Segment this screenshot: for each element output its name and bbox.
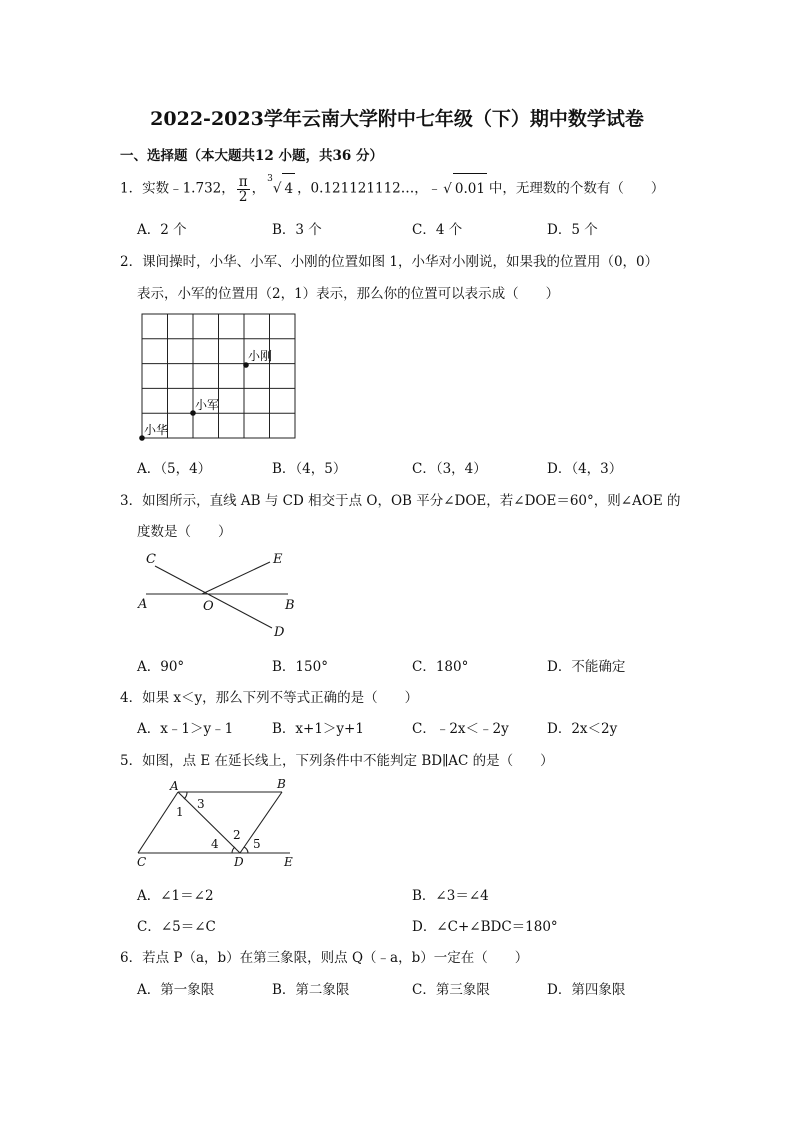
q5-text: 如图，点 E 在延长线上，下列条件中不能判定 BD∥AC 的是（ ） (142, 753, 554, 769)
q6-option-a: A．第一象限 (137, 982, 215, 998)
q1-negative-sign: ﹣ (427, 180, 442, 197)
q6-number: 6． (120, 950, 143, 966)
q5-option-d: D．∠C+∠BDC＝180° (412, 919, 558, 935)
angle-label-5: 5 (253, 837, 261, 851)
q4-number: 4． (120, 690, 143, 706)
angle-label-3: 3 (197, 797, 205, 811)
point-label-d: D (274, 625, 285, 640)
point-label-a: A (170, 779, 179, 793)
q2-option-b: B．（4，5） (272, 461, 347, 477)
angle-label-4: 4 (211, 837, 219, 851)
point-label-o: O (203, 599, 214, 614)
point-label-e: E (284, 855, 293, 869)
q6-text: 若点 P（a，b）在第三象限，则点 Q（﹣a，b）一定在（ ） (142, 950, 529, 966)
q1-option-b: B．3 个 (272, 222, 322, 238)
q4-option-d: D．2x＜2y (547, 721, 618, 737)
point-label-a: A (138, 597, 148, 612)
q6-option-c: C．第三象限 (412, 982, 490, 998)
square-root-radicand: 0.01 (453, 173, 487, 204)
q4-text: 如果 x＜y，那么下列不等式正确的是（ ） (142, 690, 419, 706)
q3-option-c: C．180° (412, 659, 469, 675)
q2-text-1: 课间操时，小华、小军、小刚的位置如图 1，小华对小刚说，如果我的位置用（0，0） (142, 254, 659, 270)
label-xiaohua: 小华 (144, 423, 169, 437)
q3-option-b: B．150° (272, 659, 328, 675)
point-label-e: E (273, 552, 283, 567)
root-index: 3 (267, 174, 273, 184)
q2-option-a: A．（5，4） (137, 461, 212, 477)
q1-number: 1． (120, 180, 143, 197)
q5-number: 5． (120, 753, 143, 769)
point-label-c: C (137, 855, 147, 869)
q1-option-d: D．5 个 (547, 222, 598, 238)
point-label-c: C (146, 552, 156, 567)
q2-text-2: 表示，小军的位置用（2，1）表示，那么你的位置可以表示成（ ） (137, 286, 560, 302)
angle-label-1: 1 (176, 805, 184, 819)
q2-number: 2． (120, 254, 143, 270)
q3-number: 3． (120, 493, 143, 509)
fraction-denominator: 2 (238, 188, 248, 205)
q6-option-b: B．第二象限 (272, 982, 350, 998)
q5-option-b: B．∠3＝∠4 (412, 888, 489, 904)
q6-option-d: D．第四象限 (547, 982, 626, 998)
cube-root-expression: $^3$√ 4 (267, 170, 295, 204)
q1-option-c: C．4 个 (412, 222, 463, 238)
q2-option-c: C．（3，4） (412, 461, 487, 477)
q1-separator: ， (251, 180, 266, 197)
q4-option-c: C．﹣2x＜﹣2y (412, 721, 509, 737)
square-root-expression: √ 0.01 (443, 173, 487, 204)
q3-text-2: 度数是（ ） (137, 524, 232, 540)
cube-root-radicand: 4 (282, 173, 295, 204)
q1-option-a: A．2 个 (137, 222, 187, 238)
point-label-b: B (285, 598, 295, 613)
question-6 (120, 946, 528, 966)
q5-option-c: C．∠5＝∠C (137, 919, 216, 935)
angle-label-2: 2 (233, 828, 241, 842)
q1-prefix: 实数﹣1.732， (142, 180, 235, 197)
q5-option-a: A．∠1＝∠2 (137, 888, 214, 904)
label-xiaojun: 小军 (195, 398, 220, 412)
point-label-d: D (234, 855, 244, 869)
label-xiaogang: 小刚 (248, 349, 273, 363)
q3-text-1: 如图所示，直线 AB 与 CD 相交于点 O，OB 平分∠DOE，若∠DOE＝60°，则∠AOE 的 (142, 493, 681, 509)
exam-title: 2022-2023学年云南大学附中七年级（下）期中数学试卷 (150, 108, 644, 130)
section-heading: 一、选择题（本大题共12 小题，共36 分） (120, 148, 383, 164)
q1-middle: ，0.121121112…， (297, 180, 428, 197)
q3-option-d: D．不能确定 (547, 659, 626, 675)
q4-option-b: B．x+1＞y+1 (272, 721, 364, 737)
q4-option-a: A．x﹣1＞y﹣1 (137, 721, 234, 737)
q1-suffix: 中，无理数的个数有（ ） (488, 180, 665, 197)
point-label-b: B (277, 777, 286, 791)
fraction-numerator: π (238, 173, 248, 190)
q3-option-a: A．90° (137, 659, 185, 675)
q2-option-d: D．（4，3） (547, 461, 623, 477)
